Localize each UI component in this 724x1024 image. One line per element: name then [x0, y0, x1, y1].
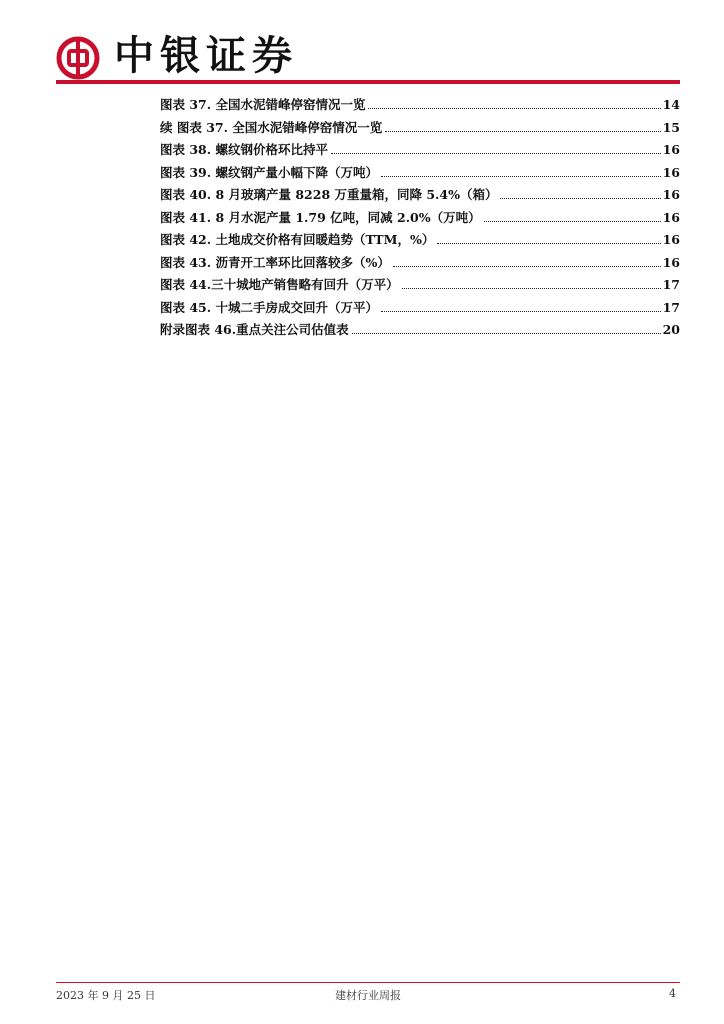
toc-dot-leader	[437, 243, 660, 244]
page-header	[56, 28, 680, 80]
footer-report-type: 建材行业周报	[335, 989, 401, 1002]
toc-entry[interactable]	[160, 253, 680, 276]
header-divider	[56, 80, 680, 84]
toc-entry[interactable]	[160, 163, 680, 186]
toc-entry-title[interactable]: 图表 42. 土地成交价格有回暖趋势（TTM，%）	[160, 232, 435, 247]
toc-entry-page[interactable]: 17	[662, 299, 680, 315]
toc-entry[interactable]	[160, 320, 680, 343]
toc-entry[interactable]	[160, 118, 680, 141]
page-footer	[56, 987, 680, 1003]
footer-divider	[56, 982, 680, 983]
toc-entry-title[interactable]: 图表 43. 沥青开工率环比回落较多（%）	[160, 254, 390, 270]
toc-entry[interactable]	[160, 298, 680, 321]
toc-entry-page[interactable]: 16	[662, 209, 680, 225]
toc-dot-leader	[402, 288, 661, 289]
toc-entry-title[interactable]: 图表 44.三十城地产销售略有回升（万平）	[160, 277, 399, 292]
toc-entry-page[interactable]: 20	[662, 322, 680, 337]
brand-name: 中银证券	[114, 33, 298, 79]
toc-entry-page[interactable]: 17	[662, 277, 680, 292]
toc-entry[interactable]	[160, 208, 680, 231]
bank-of-china-logo-icon	[56, 36, 100, 80]
footer-page-number: 4	[669, 987, 676, 1000]
toc-entry-title[interactable]: 图表 41. 8 月水泥产量 1.79 亿吨，同减 2.0%（万吨）	[160, 209, 481, 225]
toc-entry-page[interactable]: 16	[662, 254, 680, 270]
toc-dot-leader	[368, 108, 660, 109]
toc-dot-leader	[331, 153, 661, 154]
toc-entry[interactable]	[160, 185, 680, 208]
toc-entry-page[interactable]: 16	[662, 187, 680, 202]
toc-entry-page[interactable]: 16	[662, 142, 680, 157]
toc-dot-leader	[381, 311, 661, 312]
toc-entry-page[interactable]: 16	[662, 232, 680, 247]
toc-dot-leader	[381, 176, 661, 177]
toc-entry-page[interactable]: 14	[662, 97, 680, 112]
toc-entry-title[interactable]: 附录图表 46.重点关注公司估值表	[160, 322, 349, 337]
toc-dot-leader	[500, 198, 660, 199]
toc-entry-title[interactable]: 续 图表 37. 全国水泥错峰停窑情况一览	[160, 119, 383, 135]
toc-entry[interactable]	[160, 230, 680, 253]
toc-entry[interactable]	[160, 95, 680, 118]
toc-dot-leader	[393, 266, 661, 267]
toc-entry-page[interactable]: 16	[662, 164, 680, 180]
table-of-figures	[160, 95, 680, 343]
toc-entry-title[interactable]: 图表 40. 8 月玻璃产量 8228 万重量箱，同降 5.4%（箱）	[160, 187, 498, 202]
toc-entry[interactable]	[160, 140, 680, 163]
toc-entry-page[interactable]: 15	[662, 119, 680, 135]
toc-dot-leader	[385, 131, 660, 132]
footer-date: 2023 年 9 月 25 日	[56, 989, 156, 1002]
toc-entry-title[interactable]: 图表 37. 全国水泥错峰停窑情况一览	[160, 97, 366, 112]
toc-entry[interactable]	[160, 275, 680, 298]
toc-entry-title[interactable]: 图表 39. 螺纹钢产量小幅下降（万吨）	[160, 164, 378, 180]
toc-dot-leader	[352, 333, 661, 334]
toc-entry-title[interactable]: 图表 45. 十城二手房成交回升（万平）	[160, 299, 378, 315]
toc-dot-leader	[484, 221, 661, 222]
toc-entry-title[interactable]: 图表 38. 螺纹钢价格环比持平	[160, 142, 328, 157]
